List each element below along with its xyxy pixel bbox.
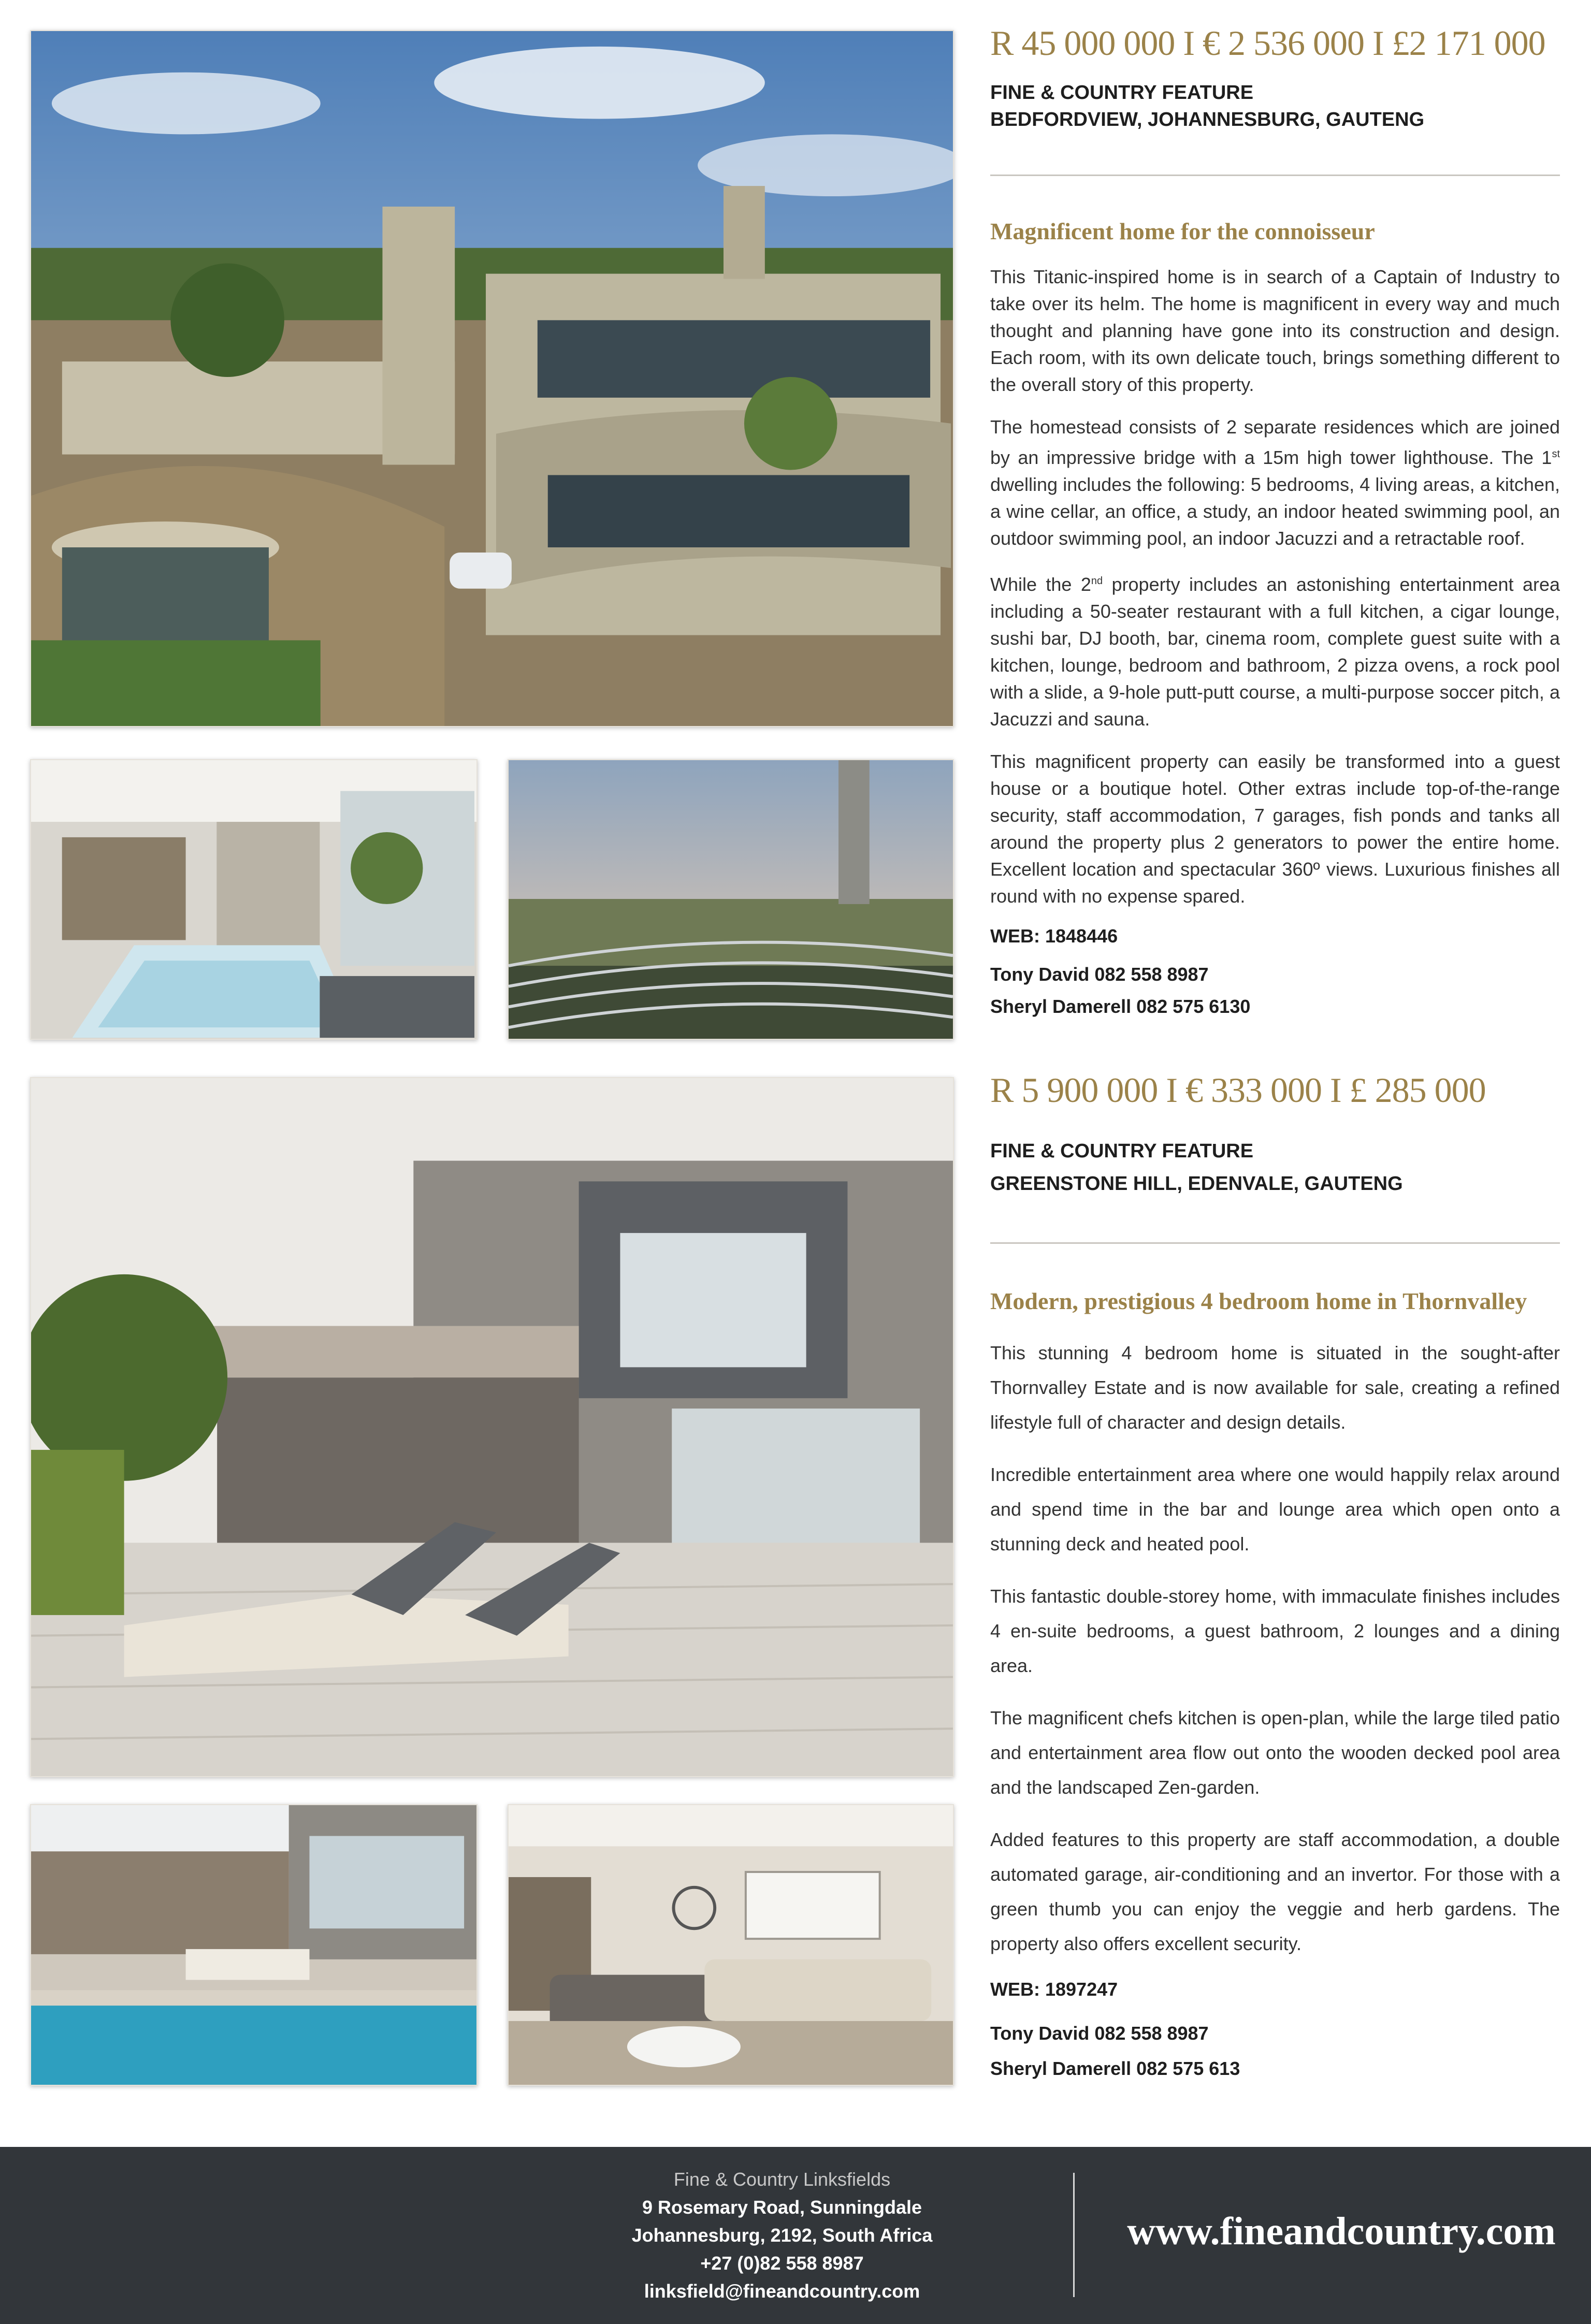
listing1-web-reference: WEB: 1848446 [990, 925, 1118, 947]
listing2-headline: Modern, prestigious 4 bedroom home in Thornvalley [990, 1288, 1527, 1314]
listing1-location: BEDFORDVIEW, JOHANNESBURG, GAUTENG [990, 109, 1425, 130]
listing2-price: R 5 900 000 I € 333 000 I £ 285 000 [990, 1070, 1486, 1110]
listing1-details [990, 23, 1560, 1023]
listing2-paragraph-5: Added features to this property are staff accommodation, a double automated garage, air-conditioning and an invertor. For those with a green thumb you can enjoy the veggie and herb gardens. The property also offers excellent security. [990, 1829, 1560, 1954]
listing2-feature-label: FINE & COUNTRY FEATURE [990, 1140, 1254, 1162]
listing2-paragraph-2: Incredible entertainment area where one would happily relax around and spend time in the bar and lounge area which open onto a stunning deck and heated pool. [990, 1464, 1560, 1555]
listing2-paragraph-4: The magnificent chefs kitchen is open-plan, while the large tiled patio and entertainment area flow out onto the wooden decked pool area and the landscaped Zen-garden. [990, 1707, 1560, 1798]
listing1-paragraph-4: This magnificent property can easily be transformed into a guest house or a boutique hotel. Other extras include top-of-the-range security, staff accommodation, 7 garages, fish ponds and tanks all around the property plus 2 generators to power the entire home. Excellent location and spectacular 360º views. Luxurious finishes all round with no expense spared. [990, 751, 1560, 907]
listing1-headline: Magnificent home for the connoisseur [990, 218, 1375, 244]
listing2-details [990, 1070, 1560, 2086]
footer-email[interactable]: linksfield@fineandcountry.com [644, 2281, 920, 2302]
listing2-location: GREENSTONE HILL, EDENVALE, GAUTENG [990, 1173, 1403, 1195]
listing2-lounge-photo [508, 1804, 954, 2086]
listing2-paragraph-1: This stunning 4 bedroom home is situated in the sought-after Thornvalley Estate and is now available for sale, creating a refined lifestyle full of character and design details. [990, 1342, 1560, 1433]
listing1-feature-label: FINE & COUNTRY FEATURE [990, 82, 1254, 104]
listing1-paragraph-2: The homestead consists of 2 separate residences which are joined by an impressive bridge with a 15m high tower lighthouse. The 1st dwelling includes the following: 5 bedrooms, 4 living areas, a kitchen, a wine cellar, an office, a study, an indoor heated swimming pool, an outdoor swimming pool, an indoor Jacuzzi and a retractable roof. [990, 416, 1560, 549]
footer-address-line-1: 9 Rosemary Road, Sunningdale [642, 2197, 922, 2218]
listing1-paragraph-3: While the 2nd property includes an astonishing entertainment area including a 50-seater restaurant with a full kitchen, a cigar lounge, sushi bar, DJ booth, bar, cinema room, complete guest suite with a kitchen, lounge, bedroom and bathroom, 2 pizza ovens, a rock pool with a slide, a 9-hole putt-putt course, a multi-purpose soccer pitch, a Jacuzzi and sauna. [990, 574, 1560, 730]
listing1-price: R 45 000 000 I € 2 536 000 I £2 171 000 [990, 23, 1545, 63]
listing1-paragraph-1: This Titanic-inspired home is in search of a Captain of Industry to take over its helm. The home is magnificent in every way and much thought and planning have gone into its construction and design. Each room, with its own delicate touch, brings something different to the overall story of this property. [990, 266, 1560, 395]
footer-divider [1073, 2173, 1075, 2297]
footer-address-line-2: Johannesburg, 2192, South Africa [631, 2225, 933, 2246]
listing1-main-photo [30, 30, 954, 727]
listing2-main-photo [30, 1077, 954, 1777]
footer-office-block [585, 2166, 979, 2305]
footer-office-name: Fine & Country Linksfields [673, 2169, 891, 2190]
listing1-agent-1: Tony David 082 558 8987 [990, 964, 1209, 985]
listing2-paragraph-3: This fantastic double-storey home, with immaculate finishes includes 4 en-suite bedrooms, a guest bathroom, 2 lounges and a dining area. [990, 1586, 1560, 1676]
footer-phone[interactable]: +27 (0)82 558 8987 [700, 2253, 864, 2274]
listing1-interior-pool-photo [30, 759, 478, 1040]
listing2-pool-patio-photo [30, 1804, 478, 2086]
footer-website-link[interactable]: www.fineandcountry.com [1127, 2210, 1556, 2253]
footer [0, 2147, 1591, 2324]
listing1-agent-2: Sheryl Damerell 082 575 6130 [990, 996, 1251, 1017]
listing2-agent-1: Tony David 082 558 8987 [990, 2023, 1209, 2044]
listing2-agent-2: Sheryl Damerell 082 575 613 [990, 2058, 1240, 2079]
listing2-web-reference: WEB: 1897247 [990, 1979, 1118, 2000]
listing1-balcony-view-photo [508, 759, 954, 1040]
